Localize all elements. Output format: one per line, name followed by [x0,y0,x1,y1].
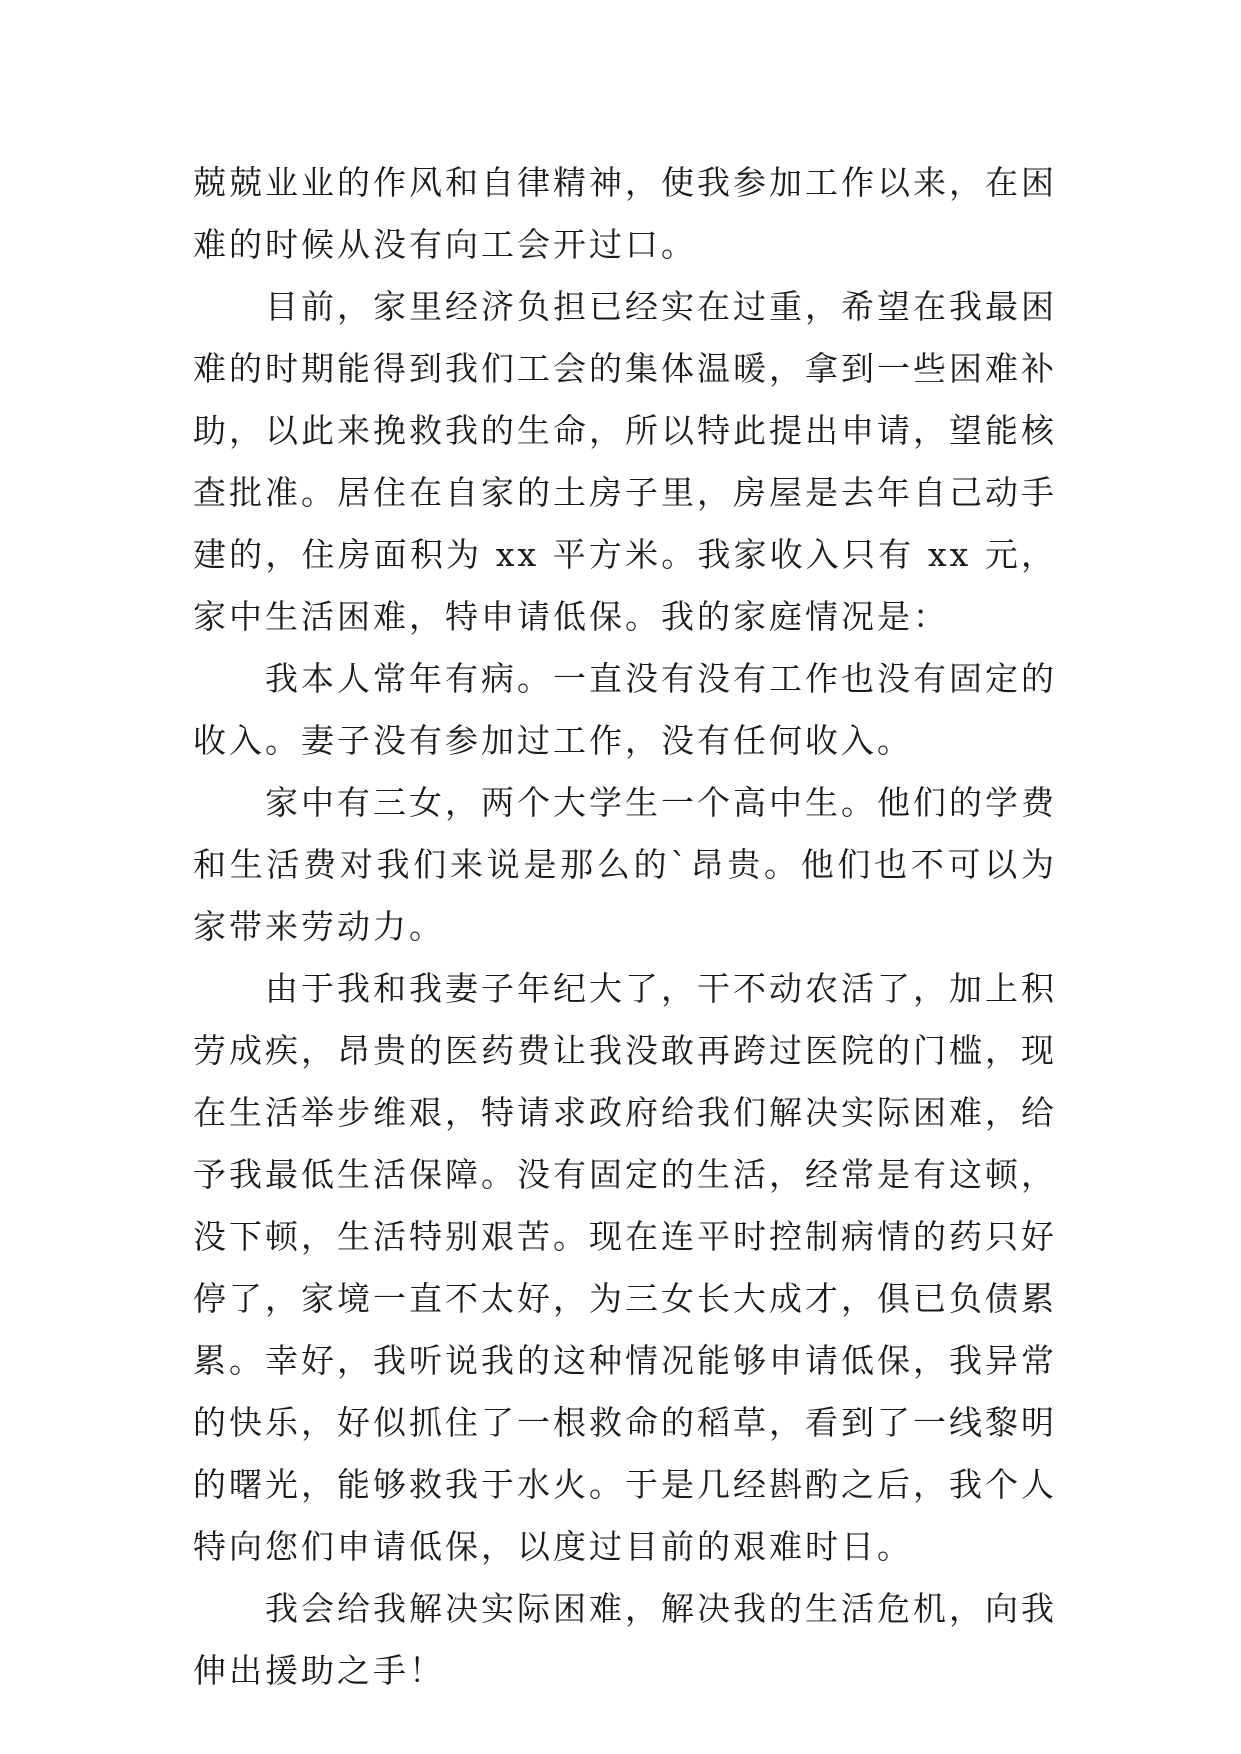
document-page [193,152,1057,1702]
paragraph-2: 目前，家里经济负担已经实在过重，希望在我最困难的时期能得到我们工会的集体温暖，拿到一些困难补助，以此来挽救我的生命，所以特此提出申请，望能核查批准。居住在自家的土房子里，房屋是去年自己动手建的，住房面积为 xx 平方米。我家收入只有 xx 元，家中生活困难，特申请低保。我的家庭情况是： [193,287,1057,636]
paragraph-4: 家中有三女，两个大学生一个高中生。他们的学费和生活费对我们来说是那么的`昂贵。他们也不可以为家带来劳动力。 [193,783,1057,946]
paragraph-5: 由于我和我妻子年纪大了，干不动农活了，加上积劳成疾，昂贵的医药费让我没敢再跨过医院的门槛，现在生活举步维艰，特请求政府给我们解决实际困难，给予我最低生活保障。没有固定的生活，经常是有这顿，没下顿，生活特别艰苦。现在连平时控制病情的药只好停了，家境一直不太好，为三女长大成才，俱已负债累累。幸好，我听说我的这种情况能够申请低保，我异常的快乐，好似抓住了一根救命的稻草，看到了一线黎明的曙光，能够救我于水火。于是几经斟酌之后，我个人特向您们申请低保，以度过目前的艰难时日。 [193,969,1057,1566]
paragraph-3: 我本人常年有病。一直没有没有工作也没有固定的收入。妻子没有参加过工作，没有任何收入。 [193,659,1057,760]
paragraph-1: 兢兢业业的作风和自律精神，使我参加工作以来，在困难的时候从没有向工会开过口。 [193,163,1057,264]
paragraph-6: 我会给我解决实际困难，解决我的生活危机，向我伸出援助之手！ [193,1589,1057,1690]
